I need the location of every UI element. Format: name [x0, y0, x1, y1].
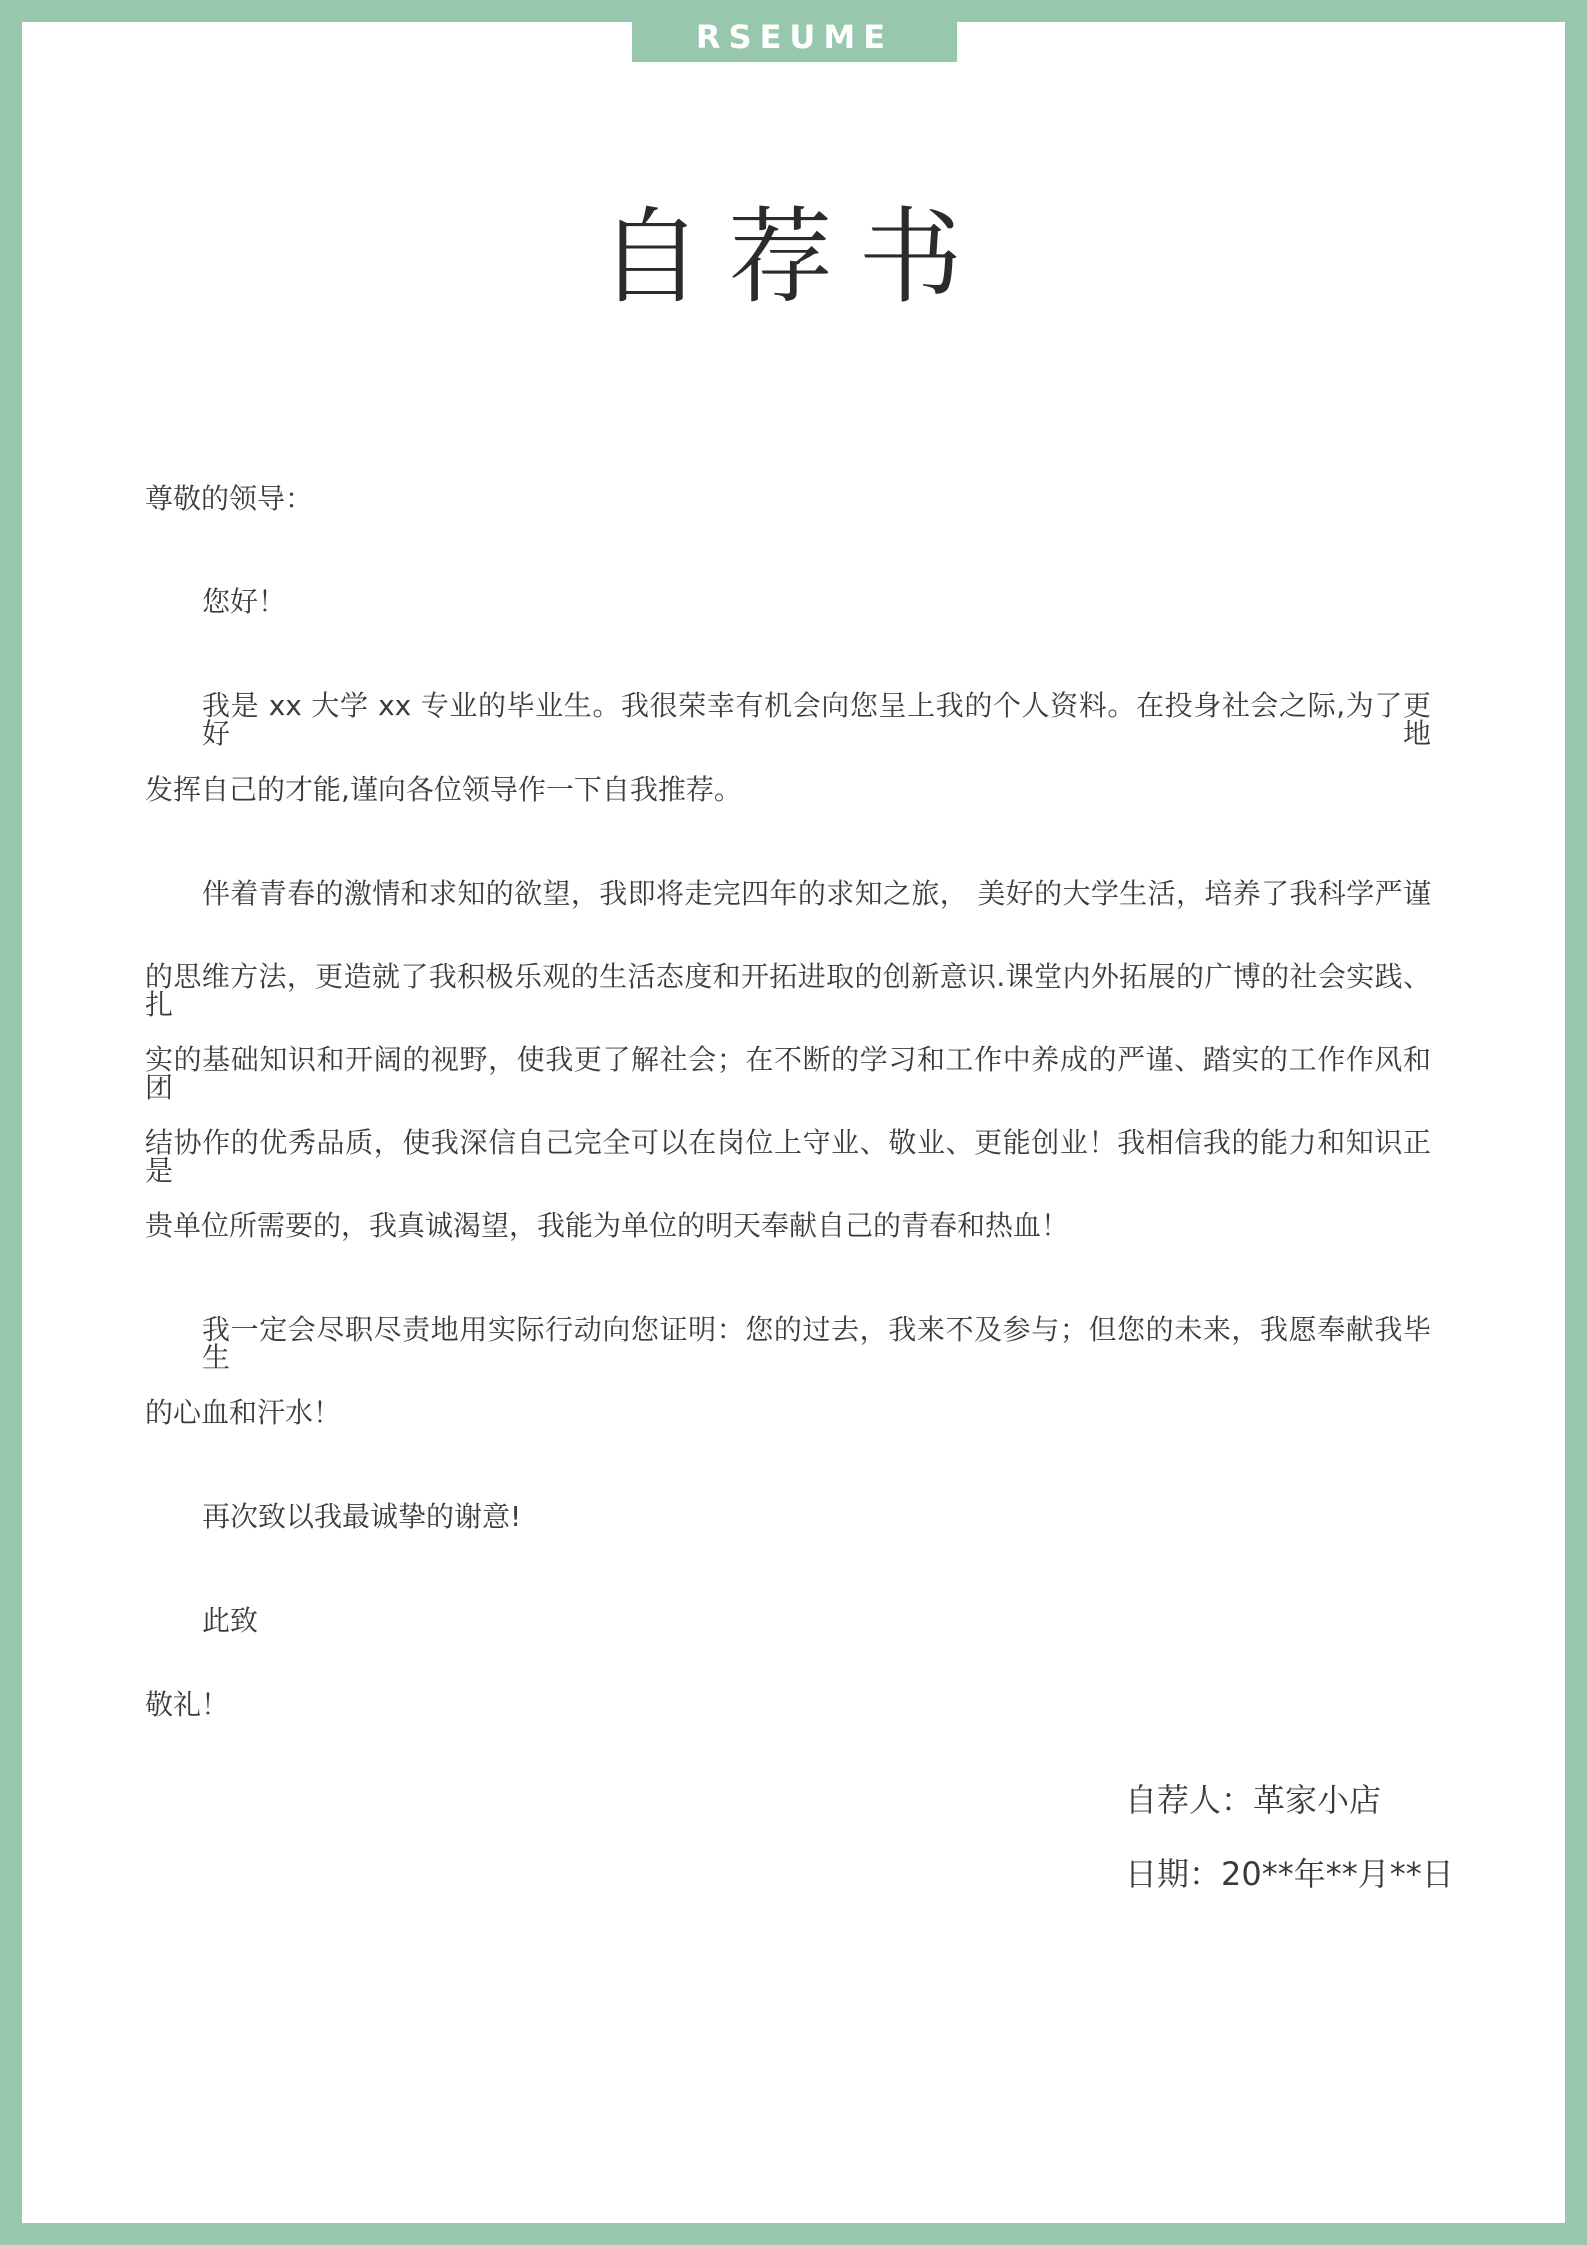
paragraph-1-line-1: 我是 xx 大学 xx 专业的毕业生。我很荣幸有机会向您呈上我的个人资料。在投身社会之际,为了更好地: [202, 689, 1431, 750]
header-tab-label: RSEUME: [695, 18, 894, 56]
signature-recommender: 自荐人：革家小店: [1125, 1781, 1382, 1819]
paragraph-1-line-2: 发挥自己的才能,谨向各位领导作一下自我推荐。: [145, 773, 742, 806]
greeting: 您好！: [202, 585, 287, 618]
closing-jingli: 敬礼！: [145, 1688, 230, 1721]
paragraph-2-line-4: 结协作的优秀品质，使我深信自己完全可以在岗位上守业、敬业、更能创业！我相信我的能力和知识正是: [145, 1126, 1431, 1187]
paragraph-3-line-1: 我一定会尽职尽责地用实际行动向您证明：您的过去，我来不及参与；但您的未来，我愿奉献我毕生: [202, 1313, 1431, 1374]
paragraph-2-line-5: 贵单位所需要的，我真诚渴望，我能为单位的明天奉献自己的青春和热血！: [145, 1209, 1070, 1242]
signature-date: 日期：20**年**月**日: [1125, 1855, 1454, 1893]
header-tab: [632, 12, 957, 62]
paragraph-3-line-2: 的心血和汗水！: [145, 1396, 342, 1429]
salutation: 尊敬的领导：: [145, 482, 314, 515]
closing-cizhi: 此致: [202, 1604, 259, 1637]
paragraph-2-line-3: 实的基础知识和开阔的视野，使我更了解社会；在不断的学习和工作中养成的严谨、踏实的工作作风和团: [145, 1043, 1431, 1104]
document-title: 自荐书: [598, 196, 989, 318]
paragraph-thanks: 再次致以我最诚挚的谢意!: [202, 1500, 522, 1533]
paragraph-2-line-1: 伴着青春的激情和求知的欲望，我即将走完四年的求知之旅， 美好的大学生活，培养了我科学严谨: [202, 877, 1431, 910]
paragraph-2-line-2: 的思维方法，更造就了我积极乐观的生活态度和开拓进取的创新意识.课堂内外拓展的广博的社会实践、扎: [145, 960, 1431, 1021]
